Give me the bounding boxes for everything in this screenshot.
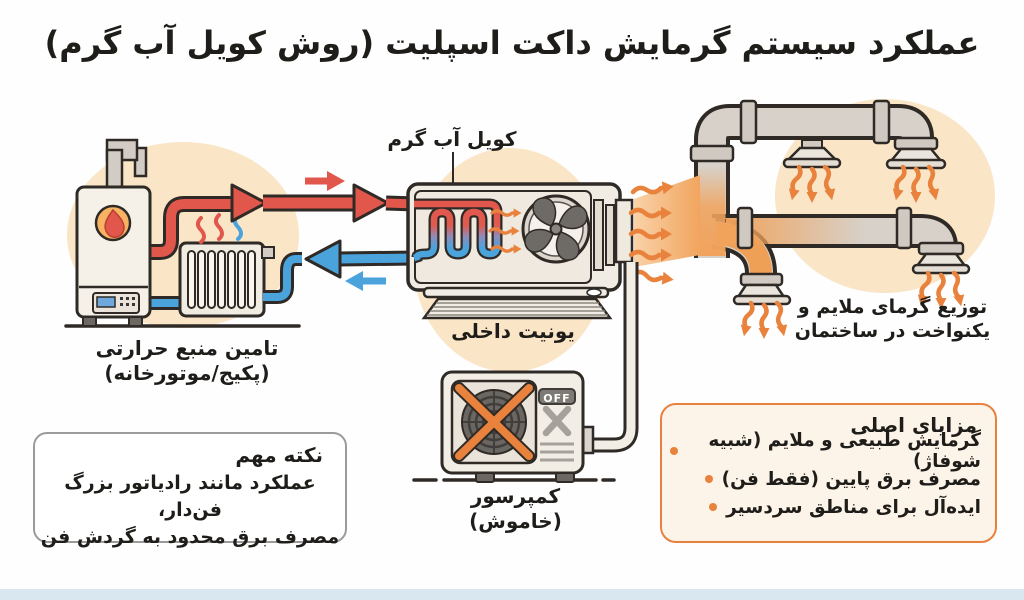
note-line: عملکرد مانند رادیاتور بزرگ فن‌دار، bbox=[64, 472, 316, 521]
radiator-icon bbox=[180, 243, 274, 316]
bullet-dot-icon bbox=[670, 447, 678, 455]
heat-source-subline: (پکیج/موتورخانه) bbox=[104, 361, 270, 385]
compressor-state: (خاموش) bbox=[469, 509, 562, 533]
distribution-line1: توزیع گرمای ملایم و bbox=[797, 296, 988, 318]
boiler-display bbox=[97, 297, 115, 307]
outlet-nozzle bbox=[616, 200, 632, 262]
bottom-strip-decoration bbox=[0, 589, 1024, 600]
benefits-box-title: مزایای اصلی bbox=[850, 413, 977, 437]
benefit-text: گرمایش طبیعی و ملایم (شبیه شوفاژ) bbox=[708, 430, 981, 472]
bullet-dot-icon bbox=[705, 475, 713, 483]
benefit-item bbox=[662, 493, 995, 521]
note-box bbox=[33, 432, 347, 548]
benefit-text: مصرف برق پایین (فقط فن) bbox=[721, 468, 981, 490]
distribution-line2: یکنواخت در ساختمان bbox=[794, 319, 991, 342]
page-title: عملکرد سیستم گرمایش داکت اسپلیت (روش کویل آب گرم) bbox=[44, 24, 980, 62]
radiator-valve bbox=[262, 247, 274, 258]
benefit-item bbox=[662, 430, 995, 472]
coil-label: کویل آب گرم bbox=[387, 127, 517, 151]
note-line: مصرف برق محدود به گردش فن bbox=[40, 526, 340, 548]
benefit-text: ایده‌آل برای مناطق سردسیر bbox=[726, 496, 981, 518]
benefits-box bbox=[660, 403, 997, 543]
compressor-name: کمپرسور bbox=[470, 484, 561, 508]
bullet-dot-icon bbox=[709, 503, 717, 511]
off-badge: OFF bbox=[538, 388, 576, 405]
note-box-body bbox=[35, 470, 345, 551]
heat-source-label bbox=[58, 336, 316, 386]
heat-source-line: تامین منبع حرارتی bbox=[95, 336, 279, 360]
boiler-icon bbox=[77, 187, 150, 326]
note-box-title: نکته مهم bbox=[235, 443, 323, 467]
compressor-label bbox=[438, 484, 593, 534]
distribution-label bbox=[790, 296, 995, 343]
indoor-unit-label: یونیت داخلی bbox=[451, 319, 575, 343]
fan-icon bbox=[523, 196, 589, 262]
compressor-icon bbox=[414, 372, 614, 482]
